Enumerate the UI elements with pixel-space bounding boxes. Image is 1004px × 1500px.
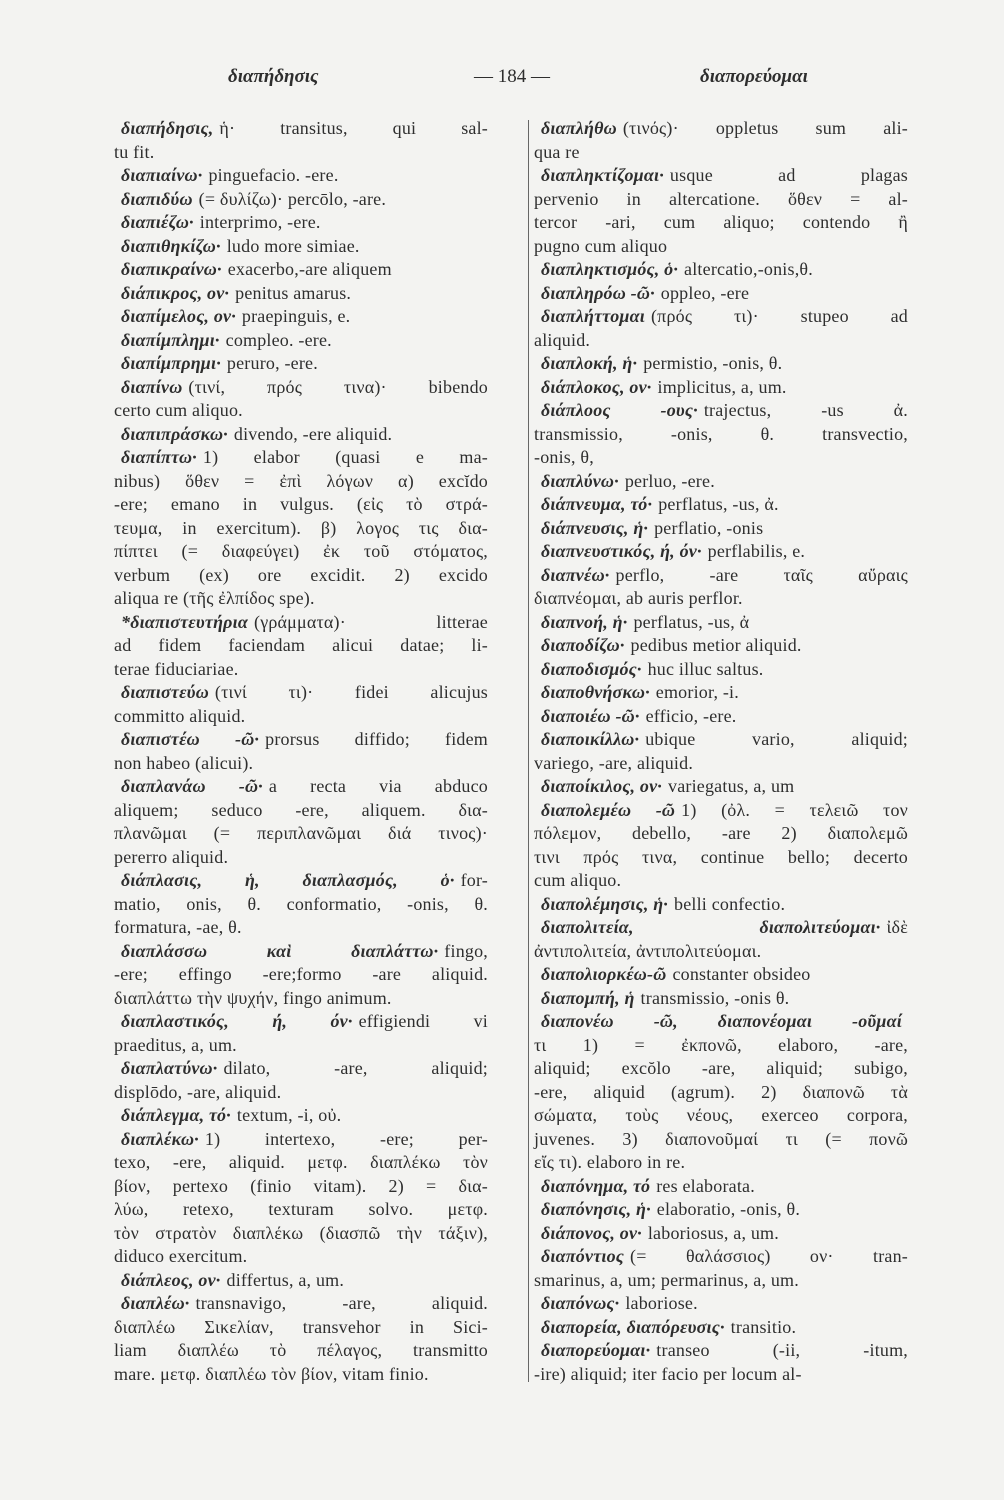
definition-text: compleo. -ere. bbox=[225, 329, 332, 350]
definition-text: ἀντιπολιτεία, ἀντιπολιτεύομαι. bbox=[534, 940, 762, 961]
dictionary-continuation-line bbox=[114, 1175, 488, 1199]
definition-text: (τινί τι)· fidei alicujus bbox=[214, 682, 488, 702]
definition-text: verbum (ex) ore excidit. 2) excido bbox=[114, 564, 488, 585]
headword: διαπλύνω· bbox=[541, 470, 619, 491]
dictionary-entry-line bbox=[114, 681, 488, 705]
headword: διαποίκιλος, ον· bbox=[541, 776, 662, 796]
definition-text: praepinguis, e. bbox=[241, 306, 351, 326]
definition-text: transeo (-ii, -itum, bbox=[656, 1340, 908, 1360]
headword: διαπιστεύω bbox=[121, 682, 209, 702]
dictionary-entry-line bbox=[114, 376, 488, 400]
dictionary-entry-line bbox=[534, 540, 908, 564]
headword: διαπίμπρημι· bbox=[121, 353, 221, 373]
definition-text: formatura, -ae, θ. bbox=[114, 917, 242, 937]
definition-text: certo cum aliquo. bbox=[114, 400, 243, 420]
dictionary-continuation-line bbox=[114, 799, 488, 823]
headword: διαπιαίνω· bbox=[121, 165, 203, 185]
definition-text: transmissio, -onis θ. bbox=[640, 987, 790, 1008]
headword: διαπιπράσκω· bbox=[121, 423, 228, 444]
definition-text: -ere, aliquid (agrum). 2) διαπονῶ τὰ bbox=[534, 1081, 908, 1102]
dictionary-entry-line bbox=[534, 1010, 908, 1034]
headword: διαπόντιος bbox=[541, 1246, 625, 1266]
dictionary-entry-line bbox=[114, 117, 488, 141]
dictionary-continuation-line bbox=[534, 211, 908, 235]
definition-text: aliquid. bbox=[534, 329, 591, 350]
definition-text: pererro aliquid. bbox=[114, 846, 229, 867]
dictionary-entry-line bbox=[534, 1198, 908, 1222]
definition-text: pinguefacio. -ere. bbox=[208, 165, 339, 185]
definition-text: res elaborata. bbox=[656, 1175, 755, 1196]
dictionary-continuation-line bbox=[114, 1245, 488, 1269]
dictionary-entry-line bbox=[534, 258, 908, 282]
headword: διαπιδύω bbox=[121, 188, 193, 209]
dictionary-entry-line bbox=[114, 211, 488, 235]
running-head-left: διαπήδησις bbox=[228, 66, 319, 87]
dictionary-continuation-line bbox=[114, 916, 488, 940]
definition-text: ad fidem faciendam alicui datae; li- bbox=[114, 635, 488, 655]
definition-text: pedibus metior aliquid. bbox=[630, 635, 802, 655]
headword: διάπνευμα, τό· bbox=[541, 494, 653, 514]
dictionary-entry-line bbox=[534, 117, 908, 141]
headword: διαπόνημα, τό bbox=[541, 1175, 651, 1196]
definition-text: διαπλάττω τὴν ψυχήν, fingo animum. bbox=[114, 987, 392, 1008]
headword: διάπλεγμα, τό· bbox=[121, 1105, 231, 1125]
headword: διαπιέζω· bbox=[121, 212, 194, 232]
dictionary-continuation-line bbox=[534, 1269, 908, 1293]
headword: διαπιστέω -ῶ· bbox=[121, 729, 260, 749]
dictionary-entry-line bbox=[534, 658, 908, 682]
dictionary-entry-line bbox=[114, 611, 488, 635]
dictionary-continuation-line bbox=[534, 423, 908, 447]
dictionary-continuation-line bbox=[114, 705, 488, 729]
definition-text: altercatio,-onis,θ. bbox=[684, 259, 813, 279]
dictionary-continuation-line bbox=[114, 1222, 488, 1246]
dictionary-continuation-line bbox=[534, 235, 908, 259]
definition-text: τι 1) = ἐκπονῶ, elaboro, -are, bbox=[534, 1034, 908, 1055]
headword: διαπήδησις, bbox=[121, 118, 214, 138]
dictionary-entry-line bbox=[534, 493, 908, 517]
headword: διαπομπή, ἡ bbox=[541, 987, 635, 1008]
dictionary-entry-line bbox=[534, 728, 908, 752]
dictionary-continuation-line bbox=[114, 517, 488, 541]
definition-text: transnavigo, -are, aliquid. bbox=[195, 1293, 488, 1313]
definition-text: (= θαλάσσιος) ον· tran- bbox=[630, 1246, 908, 1266]
definition-text: (τινί, πρός τινα)· bibendo bbox=[188, 376, 488, 397]
dictionary-continuation-line bbox=[114, 893, 488, 917]
definition-text: perflatio, -onis bbox=[654, 517, 764, 538]
column-divider bbox=[528, 120, 529, 1382]
definition-text: aliqua re (τῆς ἐλπίδος spe). bbox=[114, 588, 315, 608]
definition-text: prorsus diffido; fidem bbox=[265, 729, 488, 749]
definition-text: dilato, -are, aliquid; bbox=[223, 1058, 488, 1078]
definition-text: tu fit. bbox=[114, 141, 155, 162]
headword: διαπλατύνω· bbox=[121, 1058, 218, 1078]
dictionary-entry-line bbox=[114, 164, 488, 188]
definition-text: cum aliquo. bbox=[534, 870, 622, 890]
dictionary-entry-line bbox=[534, 282, 908, 306]
headword: διάπλοος -ους· bbox=[541, 400, 698, 420]
definition-text: διαπλέω Σικελίαν, transvehor in Sici- bbox=[114, 1316, 488, 1337]
dictionary-entry-line bbox=[114, 1292, 488, 1316]
dictionary-continuation-line bbox=[534, 1104, 908, 1128]
definition-text: transitio. bbox=[730, 1316, 797, 1337]
dictionary-continuation-line bbox=[114, 752, 488, 776]
headword: διαπλαστικός, ή, όν· bbox=[121, 1011, 353, 1031]
dictionary-entry-line bbox=[534, 1339, 908, 1363]
headword: διαπλανάω -ῶ· bbox=[121, 776, 263, 796]
headword: διαπλοκή, ἡ· bbox=[541, 353, 638, 373]
dictionary-continuation-line bbox=[534, 1034, 908, 1058]
definition-text: perflabilis, e. bbox=[707, 541, 806, 561]
headword: διαπίμελος, ον· bbox=[121, 306, 236, 326]
definition-text: (= δυλίζω)· percōlo, -are. bbox=[198, 188, 387, 209]
dictionary-entry-line bbox=[114, 728, 488, 752]
definition-text: ἰδὲ bbox=[886, 917, 908, 937]
headword: διαπικραίνω· bbox=[121, 259, 222, 279]
dictionary-continuation-line bbox=[114, 1081, 488, 1105]
headword: διαπορεύομαι· bbox=[541, 1340, 651, 1360]
dictionary-continuation-line bbox=[534, 188, 908, 212]
definition-text: juvenes. 3) διαπονοῦμαί τι (= πονῶ bbox=[534, 1128, 908, 1149]
page-number: — 184 — bbox=[474, 66, 550, 87]
dictionary-entry-line bbox=[534, 987, 908, 1011]
definition-text: exacerbo,-are aliquem bbox=[227, 259, 392, 279]
definition-text: praeditus, a, um. bbox=[114, 1034, 237, 1055]
headword: διαπίμπλημι· bbox=[121, 329, 220, 350]
headword: διάπλοκος, ον· bbox=[541, 376, 652, 397]
dictionary-entry-line bbox=[534, 164, 908, 188]
dictionary-continuation-line bbox=[114, 493, 488, 517]
dictionary-entry-line bbox=[534, 893, 908, 917]
definition-text: mare. μετφ. διαπλέω τὸν βίον, vitam finio. bbox=[114, 1363, 429, 1384]
headword: διαπλέκω· bbox=[121, 1128, 199, 1149]
dictionary-continuation-line bbox=[534, 869, 908, 893]
definition-text: ubique vario, aliquid; bbox=[645, 729, 908, 749]
dictionary-entry-line bbox=[114, 235, 488, 259]
definition-text: divendo, -ere aliquid. bbox=[233, 423, 393, 444]
dictionary-entry-line bbox=[114, 423, 488, 447]
headword: διάπικρος, ον· bbox=[121, 282, 230, 303]
definition-text: qua re bbox=[534, 141, 580, 162]
dictionary-continuation-line bbox=[534, 446, 908, 470]
dictionary-continuation-line bbox=[114, 658, 488, 682]
definition-text: tercor -ari, cum aliquo; contendo ἢ bbox=[534, 212, 908, 232]
dictionary-entry-line bbox=[534, 611, 908, 635]
definition-text: smarinus, a, um; permarinus, a, um. bbox=[534, 1269, 799, 1290]
definition-text: pugno cum aliquo bbox=[534, 235, 668, 256]
dictionary-entry-line bbox=[534, 1316, 908, 1340]
dictionary-continuation-line bbox=[114, 540, 488, 564]
definition-text: aliquid; excŏlo -are, aliquid; subigo, bbox=[534, 1058, 908, 1078]
headword: διαπλάσσω καὶ διαπλάττω· bbox=[121, 940, 439, 961]
headword: διαπολεμέω -ῶ bbox=[541, 799, 676, 820]
definition-text: ludo more simiae. bbox=[226, 235, 360, 256]
dictionary-continuation-line bbox=[534, 141, 908, 165]
definition-text: σώματα, τοὺς νέους, exerceo corpora, bbox=[534, 1105, 908, 1125]
dictionary-entry-line bbox=[534, 775, 908, 799]
dictionary-entry-line bbox=[114, 282, 488, 306]
dictionary-entry-line bbox=[114, 188, 488, 212]
dictionary-continuation-line bbox=[114, 1198, 488, 1222]
dictionary-entry-line bbox=[534, 916, 908, 940]
definition-text: -onis, θ, bbox=[534, 447, 594, 467]
definition-text: transmissio, -onis, θ. transvectio, bbox=[534, 423, 908, 444]
definition-text: implicitus, a, um. bbox=[657, 376, 787, 397]
dictionary-continuation-line bbox=[114, 963, 488, 987]
dictionary-entry-line bbox=[114, 305, 488, 329]
definition-text: -ere; emano in vulgus. (εἰς τὸ στρά- bbox=[114, 494, 488, 514]
running-head-right: διαπορεύομαι bbox=[700, 66, 808, 87]
definition-text: perluo, -ere. bbox=[624, 470, 715, 491]
definition-text: trajectus, -us ἀ. bbox=[703, 400, 908, 420]
definition-text: peruro, -ere. bbox=[226, 353, 318, 373]
dictionary-continuation-line bbox=[534, 1057, 908, 1081]
dictionary-entry-line bbox=[534, 963, 908, 987]
dictionary-continuation-line bbox=[534, 940, 908, 964]
headword: διαποδίζω· bbox=[541, 635, 625, 655]
dictionary-continuation-line bbox=[114, 1316, 488, 1340]
dictionary-continuation-line bbox=[114, 470, 488, 494]
definition-text: (τινός)· oppletus sum ali- bbox=[622, 118, 908, 138]
definition-text: τευμα, in exercitum). β) λογος τις δια- bbox=[114, 517, 488, 538]
dictionary-entry-line bbox=[114, 1128, 488, 1152]
headword: διαπληρόω -ῶ· bbox=[541, 282, 655, 303]
dictionary-continuation-line bbox=[534, 1128, 908, 1152]
definition-text: fingo, bbox=[444, 940, 488, 961]
definition-text: committo aliquid. bbox=[114, 705, 246, 726]
headword: διαπληκτίζομαι· bbox=[541, 165, 664, 185]
definition-text: effigiendi vi bbox=[358, 1011, 488, 1031]
dictionary-entry-line bbox=[114, 1057, 488, 1081]
headword: διαπολέμησις, ἡ· bbox=[541, 893, 668, 914]
headword: διαπόνησις, ἡ· bbox=[541, 1199, 651, 1219]
headword: διαπνέω· bbox=[541, 564, 610, 585]
definition-text: emorior, -i. bbox=[655, 682, 739, 702]
definition-text: variego, -are, aliquid. bbox=[534, 752, 694, 773]
dictionary-entry-line bbox=[114, 775, 488, 799]
definition-text: -ere; effingo -ere;formo -are aliquid. bbox=[114, 964, 488, 984]
definition-text: ἡ· transitus, qui sal- bbox=[219, 118, 488, 138]
dictionary-continuation-line bbox=[114, 1363, 488, 1387]
headword: διαπιθηκίζω· bbox=[121, 235, 221, 256]
definition-text: terae fiduciariae. bbox=[114, 658, 239, 679]
dictionary-entry-line bbox=[534, 305, 908, 329]
definition-text: huc illuc saltus. bbox=[647, 658, 764, 679]
dictionary-entry-line bbox=[534, 634, 908, 658]
dictionary-entry-line bbox=[114, 329, 488, 353]
definition-text: laboriosus, a, um. bbox=[647, 1222, 779, 1243]
definition-text: efficio, -ere. bbox=[645, 705, 737, 726]
definition-text: perflo, -are ταῖς αὔραις bbox=[615, 564, 908, 585]
definition-text: variegatus, a, um bbox=[668, 776, 795, 796]
dictionary-continuation-line bbox=[534, 587, 908, 611]
dictionary-entry-line bbox=[534, 705, 908, 729]
dictionary-entry-line bbox=[114, 869, 488, 893]
dictionary-continuation-line bbox=[534, 329, 908, 353]
headword: διαπολιορκέω-ῶ bbox=[541, 964, 667, 984]
definition-text: matio, onis, θ. conformatio, -onis, θ. bbox=[114, 893, 488, 914]
definition-text: laboriose. bbox=[625, 1293, 698, 1313]
definition-text: penitus amarus. bbox=[235, 282, 352, 303]
dictionary-entry-line bbox=[114, 1104, 488, 1128]
definition-text: διαπνέομαι, ab auris perflor. bbox=[534, 588, 743, 608]
dictionary-continuation-line bbox=[534, 822, 908, 846]
dictionary-continuation-line bbox=[114, 634, 488, 658]
headword: διάπλασις, ἡ, διαπλασμός, ὁ· bbox=[121, 870, 455, 890]
right-column bbox=[534, 117, 908, 1386]
dictionary-entry-line bbox=[114, 352, 488, 376]
headword: διαποθνήσκω· bbox=[541, 682, 650, 702]
definition-text: τὸν στρατὸν διαπλέκω (διασπῶ τὴν τάξιν), bbox=[114, 1222, 488, 1243]
dictionary-continuation-line bbox=[114, 564, 488, 588]
definition-text: τινι πρός τινα, continue bello; decerto bbox=[534, 846, 908, 867]
dictionary-entry-line bbox=[534, 517, 908, 541]
definition-text: liam διαπλέω τὸ πέλαγος, transmitto bbox=[114, 1340, 488, 1360]
dictionary-continuation-line bbox=[534, 1363, 908, 1387]
dictionary-entry-line bbox=[114, 1269, 488, 1293]
dictionary-continuation-line bbox=[114, 141, 488, 165]
definition-text: textum, -i, οὐ. bbox=[236, 1105, 342, 1125]
headword: διαποικίλλω· bbox=[541, 729, 640, 749]
definition-text: (γράμματα)· litterae bbox=[254, 611, 488, 632]
dictionary-continuation-line bbox=[114, 1151, 488, 1175]
definition-text: elaboratio, -onis, θ. bbox=[656, 1199, 801, 1219]
dictionary-continuation-line bbox=[114, 987, 488, 1011]
dictionary-entry-line bbox=[534, 352, 908, 376]
definition-text: constanter obsideo bbox=[672, 964, 811, 984]
headword: διαπίνω bbox=[121, 376, 183, 397]
dictionary-entry-line bbox=[534, 681, 908, 705]
definition-text: πίπτει (= διαφεύγει) ἐκ τοῦ στόματος, bbox=[114, 541, 488, 561]
definition-text: (πρός τι)· stupeo ad bbox=[650, 306, 908, 326]
definition-text: differtus, a, um. bbox=[226, 1269, 345, 1290]
headword: διαπορεία, διαπόρευσις· bbox=[541, 1316, 725, 1337]
headword: διαπονέω -ῶ, διαπονέομαι -οῦμαί bbox=[541, 1011, 902, 1031]
dictionary-entry-line bbox=[534, 799, 908, 823]
definition-text: displōdo, -are, aliquid. bbox=[114, 1081, 282, 1102]
definition-text: interprimo, -ere. bbox=[199, 212, 321, 232]
dictionary-continuation-line bbox=[114, 399, 488, 423]
definition-text: perflatus, -us, ἀ. bbox=[658, 494, 779, 514]
definition-text: texo, -ere, aliquid. μετφ. διαπλέκω τὸν bbox=[114, 1152, 488, 1172]
dictionary-entry-line bbox=[534, 1175, 908, 1199]
definition-text: 1) intertexo, -ere; per- bbox=[204, 1128, 488, 1149]
headword: διάπονος, ον· bbox=[541, 1222, 642, 1243]
dictionary-entry-line bbox=[114, 1010, 488, 1034]
definition-text: belli confectio. bbox=[674, 893, 786, 914]
definition-text: εἴς τι). elaboro in re. bbox=[534, 1152, 686, 1172]
definition-text: 1) (ὀλ. = τελειῶ τον bbox=[681, 799, 908, 820]
dictionary-continuation-line bbox=[534, 1081, 908, 1105]
definition-text: λύω, retexo, texturam solvo. μετφ. bbox=[114, 1199, 488, 1219]
definition-text: aliquem; seduco -ere, aliquem. δια- bbox=[114, 799, 488, 820]
dictionary-entry-line bbox=[114, 446, 488, 470]
definition-text: βίον, pertexo (finio vitam). 2) = δια- bbox=[114, 1175, 488, 1196]
dictionary-entry-line bbox=[114, 940, 488, 964]
definition-text: -ire) aliquid; iter facio per locum al- bbox=[534, 1363, 802, 1384]
dictionary-entry-line bbox=[534, 376, 908, 400]
headword: *διαπιστευτήρια bbox=[121, 611, 248, 632]
definition-text: πόλεμον, debello, -are 2) διαπολεμῶ bbox=[534, 823, 908, 843]
headword: διαπνοή, ἡ· bbox=[541, 611, 628, 632]
dictionary-continuation-line bbox=[114, 587, 488, 611]
headword: διαπνευστικός, ή, όν· bbox=[541, 541, 702, 561]
headword: διαπλέω· bbox=[121, 1293, 190, 1313]
dictionary-entry-line bbox=[534, 1245, 908, 1269]
definition-text: diduco exercitum. bbox=[114, 1246, 248, 1266]
dictionary-entry-line bbox=[534, 470, 908, 494]
dictionary-continuation-line bbox=[114, 1339, 488, 1363]
definition-text: a recta via abduco bbox=[268, 776, 488, 796]
dictionary-continuation-line bbox=[534, 1151, 908, 1175]
definition-text: usque ad plagas bbox=[669, 165, 908, 185]
dictionary-continuation-line bbox=[534, 752, 908, 776]
definition-text: permistio, -onis, θ. bbox=[643, 353, 783, 373]
definition-text: 1) elabor (quasi e ma- bbox=[202, 447, 488, 467]
dictionary-entry-line bbox=[534, 399, 908, 423]
dictionary-entry-line bbox=[534, 1292, 908, 1316]
dictionary-entry-line bbox=[534, 1222, 908, 1246]
headword: διαπίπτω· bbox=[121, 447, 197, 467]
definition-text: pervenio in altercatione. ὅθεν = al- bbox=[534, 188, 908, 209]
left-column bbox=[114, 117, 488, 1386]
headword: διαπληκτισμός, ὁ· bbox=[541, 259, 679, 279]
definition-text: nibus) ὅθεν = ἐπὶ λόγων α) excĭdo bbox=[114, 470, 488, 491]
dictionary-continuation-line bbox=[114, 846, 488, 870]
headword: διάπνευσις, ἡ· bbox=[541, 517, 649, 538]
definition-text: πλανῶμαι (= περιπλανῶμαι διά τινος)· bbox=[114, 823, 488, 843]
definition-text: non habeo (alicui). bbox=[114, 752, 254, 773]
headword: διαπολιτεία, διαπολιτεύομαι· bbox=[541, 917, 881, 937]
definition-text: oppleo, -ere bbox=[660, 282, 750, 303]
dictionary-continuation-line bbox=[534, 846, 908, 870]
dictionary-entry-line bbox=[114, 258, 488, 282]
definition-text: for- bbox=[460, 870, 488, 890]
headword: διαποιέω -ῶ· bbox=[541, 705, 640, 726]
dictionary-continuation-line bbox=[114, 822, 488, 846]
headword: διαποδισμός· bbox=[541, 658, 642, 679]
dictionary-entry-line bbox=[534, 564, 908, 588]
definition-text: perflatus, -us, ἀ bbox=[633, 611, 750, 632]
dictionary-continuation-line bbox=[114, 1034, 488, 1058]
headword: διαπλήττομαι bbox=[541, 306, 645, 326]
headword: διαπλήθω bbox=[541, 118, 617, 138]
headword: διαπόνως· bbox=[541, 1293, 620, 1313]
headword: διάπλεος, ον· bbox=[121, 1269, 221, 1290]
